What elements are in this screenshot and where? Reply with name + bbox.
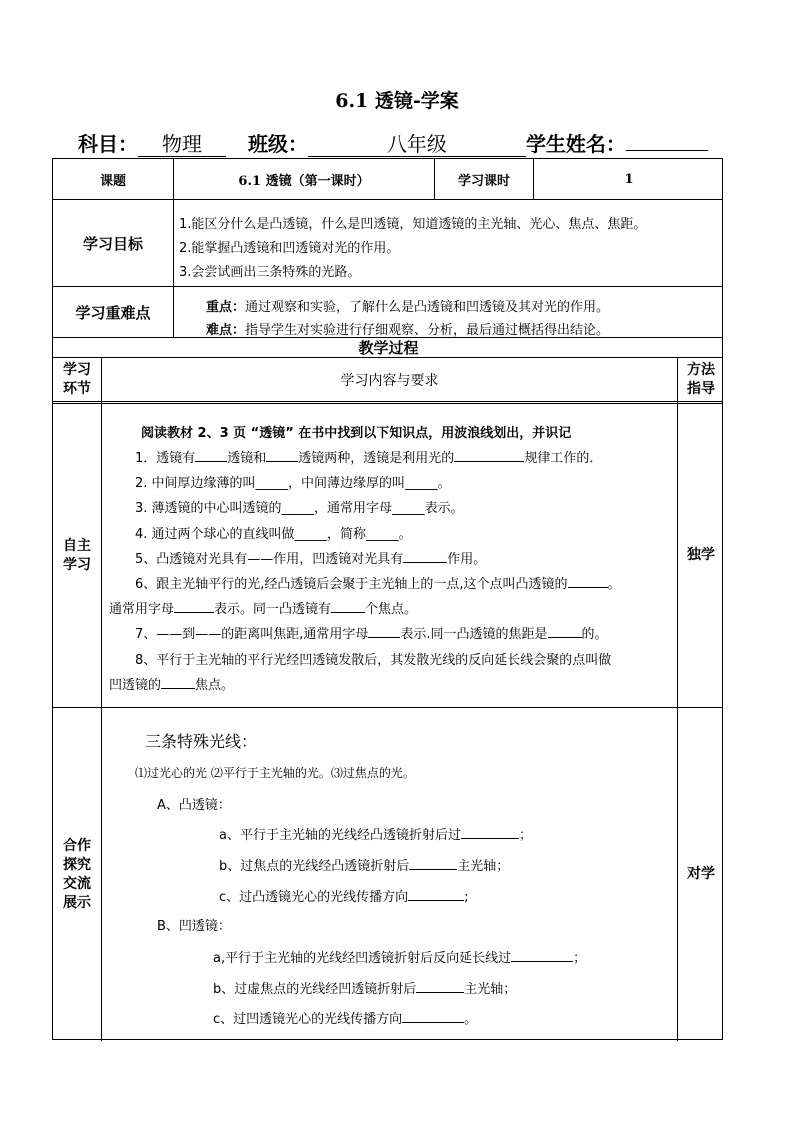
goal-label: 学习目标 — [82, 234, 143, 253]
col-phase-line2: 环节 — [63, 380, 91, 397]
class-label: 班级： — [247, 132, 308, 156]
student-name-field[interactable] — [626, 126, 708, 151]
goal-item: 2.能掌握凸透镜和凹透镜对光的作用。 — [179, 241, 400, 256]
question-8-cont: 凹透镜的 焦点。 — [109, 674, 234, 693]
process-heading: 教学过程 — [358, 339, 419, 357]
difficulty-point — [206, 319, 609, 338]
answer-blank[interactable]: _____ — [294, 527, 328, 542]
answer-blank[interactable]: _____ — [281, 501, 315, 516]
question-7: 7、——到——的距离叫焦距,通常用字母 表示.同一凸透镜的焦距是 的。 — [135, 623, 608, 642]
col-phase-line1: 学习 — [63, 361, 91, 378]
col-content-header: 学习内容与要求 — [340, 372, 439, 389]
key-point-text: 通过观察和实验，了解什么是凸透镜和凹透镜及其对光的作用。 — [245, 300, 610, 315]
col-method-header — [678, 358, 724, 401]
answer-blank[interactable] — [174, 598, 214, 613]
question-6: 6、跟主光轴平行的光,经凸透镜后会聚于主光轴上的一点,这个点叫凸透镜的 。 — [135, 573, 621, 592]
answer-blank[interactable]: _____ — [255, 476, 289, 491]
col-method-line2: 指导 — [687, 380, 715, 397]
self-study-phase-line2: 学习 — [63, 556, 91, 573]
coop-phase-line: 合作 — [63, 837, 91, 854]
self-study-phase-line1: 自主 — [63, 537, 91, 554]
difficulty-label: 难点： — [206, 323, 246, 338]
concave-label: B、凹透镜： — [157, 919, 231, 934]
meta-line — [78, 126, 708, 157]
self-study-intro: 阅读教材 2、3 页 “透镜” 在书中找到以下知识点，用波浪线划出，并识记 — [141, 426, 572, 441]
key-point — [206, 296, 609, 315]
answer-blank[interactable] — [368, 623, 400, 638]
hours-label: 学习课时 — [457, 173, 510, 189]
subject-field[interactable]: 物理 — [138, 132, 226, 157]
answer-blank[interactable] — [409, 855, 457, 870]
key-point-label: 重点： — [206, 300, 246, 315]
answer-blank[interactable] — [408, 886, 464, 901]
question-1: 1．透镜有 透镜和 透镜两种，透镜是利用光的 规律工作的． — [135, 447, 602, 466]
convex-b: b、过焦点的光线经凸透镜折射后 主光轴； — [219, 855, 509, 874]
question-3: 3. 薄透镜的中心叫透镜的_____，通常用字母_____表示。 — [135, 501, 464, 516]
question-5: 5、凸透镜对光具有——作用，凹透镜对光具有 作用。 — [135, 548, 486, 567]
convex-a: a、平行于主光轴的光线经凸透镜折射后过 ； — [219, 824, 532, 843]
coop-phase-line: 展示 — [63, 894, 91, 911]
self-study-method: 独学 — [687, 547, 715, 563]
convex-c: c、过凸透镜光心的光线传播方向 ; — [219, 886, 469, 905]
page-title: 6.1 透镜-学案 — [335, 90, 459, 112]
answer-blank[interactable] — [511, 947, 573, 962]
self-study-phase — [53, 404, 101, 707]
answer-blank[interactable] — [195, 447, 227, 462]
col-method-line1: 方法 — [687, 361, 715, 378]
goal-item: 3.会尝试画出三条特殊的光路。 — [179, 265, 361, 280]
answer-blank[interactable] — [568, 573, 608, 588]
student-name-label: 学生姓名： — [525, 132, 626, 156]
topic-value: 6.1 透镜（第一课时） — [238, 173, 370, 189]
question-2: 2. 中间厚边缘薄的叫_____，中间薄边缘厚的叫_____。 — [135, 476, 451, 491]
answer-blank[interactable] — [402, 1008, 464, 1023]
topic-label: 课题 — [99, 173, 126, 189]
lesson-table — [52, 158, 723, 1040]
coop-heading: 三条特殊光线： — [145, 732, 258, 751]
answer-blank[interactable]: _____ — [405, 476, 438, 491]
class-field[interactable]: 八年级 — [308, 132, 526, 157]
question-6-cont: 通常用字母 表示。同一凸透镜有 个焦点。 — [109, 598, 417, 617]
goal-item: 1.能区分什么是凸透镜，什么是凹透镜，知道透镜的主光轴、光心、焦点、焦距。 — [179, 217, 647, 232]
concave-c: c、过凹透镜光心的光线传播方向 。 — [213, 1008, 477, 1027]
answer-blank[interactable] — [266, 447, 298, 462]
answer-blank[interactable] — [403, 548, 447, 563]
coop-method: 对学 — [687, 866, 715, 882]
convex-label: A、凸透镜： — [157, 798, 231, 813]
coop-phase-line: 交流 — [63, 875, 91, 892]
answer-blank[interactable] — [161, 674, 195, 689]
answer-blank[interactable] — [416, 978, 464, 993]
coop-types: ⑴过光心的光 ⑵平行于主光轴的光。⑶过焦点的光。 — [135, 766, 415, 780]
answer-blank[interactable] — [331, 598, 365, 613]
answer-blank[interactable] — [454, 447, 524, 462]
col-phase-header — [53, 358, 101, 401]
concave-a: a,平行于主光轴的光线经凹透镜折射后反向延长线过 ； — [213, 947, 586, 966]
hours-value: 1 — [624, 171, 634, 187]
key-difficulty-label: 学习重难点 — [75, 303, 151, 322]
difficulty-text: 指导学生对实验进行仔细观察、分析，最后通过概括得出结论。 — [245, 323, 610, 338]
question-4: 4. 通过两个球心的直线叫做_____，简称_____。 — [135, 527, 412, 542]
answer-blank[interactable] — [548, 623, 582, 638]
question-8: 8、平行于主光轴的平行光经凹透镜发散后，其发散光线的反向延长线会聚的点叫做 — [135, 653, 612, 668]
subject-label: 科目： — [78, 132, 138, 156]
answer-blank[interactable]: _____ — [366, 527, 399, 542]
coop-phase-line: 探究 — [63, 856, 91, 873]
answer-blank[interactable]: _____ — [392, 501, 425, 516]
concave-b: b、过虚焦点的光线经凹透镜折射后 主光轴； — [213, 978, 516, 997]
answer-blank[interactable] — [461, 824, 519, 839]
coop-phase — [53, 708, 101, 1041]
